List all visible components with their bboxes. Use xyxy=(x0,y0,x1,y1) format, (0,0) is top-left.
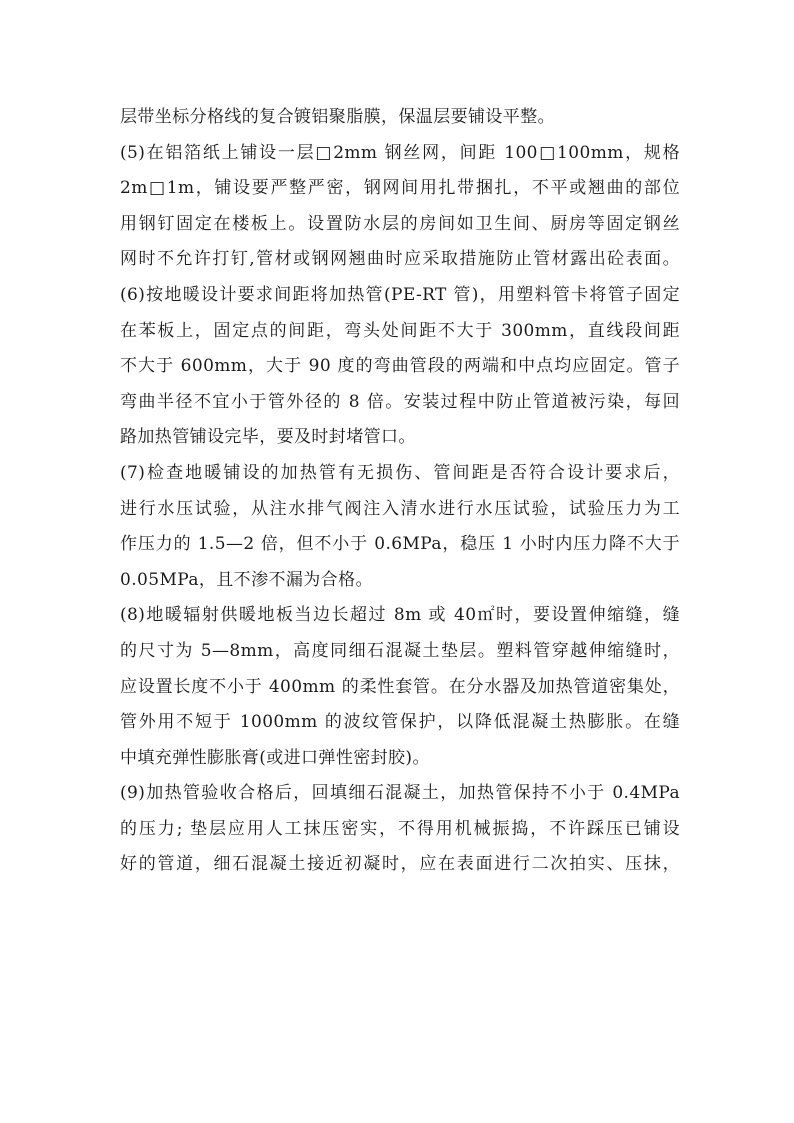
text-line: (8)地暖辐射供暖地板当边长超过 8m 或 40㎡时，要设置伸缩缝，缝 xyxy=(120,605,680,626)
text-line: 在苯板上，固定点的间距，弯头处间距不大于 300mm，直线段间距 xyxy=(120,320,680,341)
text-line: 2m□1m，铺设要严整严密，钢网间用扎带捆扎，不平或翘曲的部位 xyxy=(120,178,680,199)
text-line: 进行水压试验，从注水排气阀注入清水进行水压试验，试验压力为工 xyxy=(120,498,680,519)
text-line: (9)加热管验收合格后，回填细石混凝土，加热管保持不小于 0.4MPa xyxy=(120,783,680,804)
text-line: 应设置长度不小于 400mm 的柔性套管。在分水器及加热管道密集处， xyxy=(120,676,680,697)
text-line: 中填充弹性膨胀膏(或进口弹性密封胶)。 xyxy=(120,747,430,768)
text-line: 管外用不短于 1000mm 的波纹管保护，以降低混凝土热膨胀。在缝 xyxy=(120,712,680,733)
text-line: 0.05MPa，且不渗不漏为合格。 xyxy=(120,569,373,590)
text-line: (7)检查地暖铺设的加热管有无损伤、管间距是否符合设计要求后， xyxy=(120,462,680,483)
text-line: 不大于 600mm，大于 90 度的弯曲管段的两端和中点均应固定。管子 xyxy=(120,356,680,377)
text-line: 好的管道，细石混凝土接近初凝时，应在表面进行二次拍实、压抹， xyxy=(120,854,680,875)
text-line: 的压力; 垫层应用人工抹压密实，不得用机械振捣，不许踩压已铺设 xyxy=(120,818,680,839)
text-line: 层带坐标分格线的复合镀铝聚脂膜，保温层要铺设平整。 xyxy=(120,107,555,127)
text-line: 用钢钉固定在楼板上。设置防水层的房间如卫生间、厨房等固定钢丝 xyxy=(120,213,680,234)
text-line: (5)在铝箔纸上铺设一层□2mm 钢丝网，间距 100□100mm，规格 xyxy=(120,142,680,163)
text-line: 网时不允许打钉,管材或钢网翘曲时应采取措施防止管材露出砼表面。 xyxy=(120,249,680,270)
text-line: (6)按地暖设计要求间距将加热管(PE-RT 管)，用塑料管卡将管子固定 xyxy=(120,284,680,305)
text-line: 的尺寸为 5—8mm，高度同细石混凝土垫层。塑料管穿越伸缩缝时， xyxy=(120,640,680,661)
text-line: 作压力的 1.5—2 倍，但不小于 0.6MPa，稳压 1 小时内压力降不大于 xyxy=(120,534,680,555)
text-line: 弯曲半径不宜小于管外径的 8 倍。安装过程中防止管道被污染，每回 xyxy=(120,391,680,412)
document-body xyxy=(120,100,680,883)
text-line: 路加热管铺设完毕，要及时封堵管口。 xyxy=(120,427,416,448)
